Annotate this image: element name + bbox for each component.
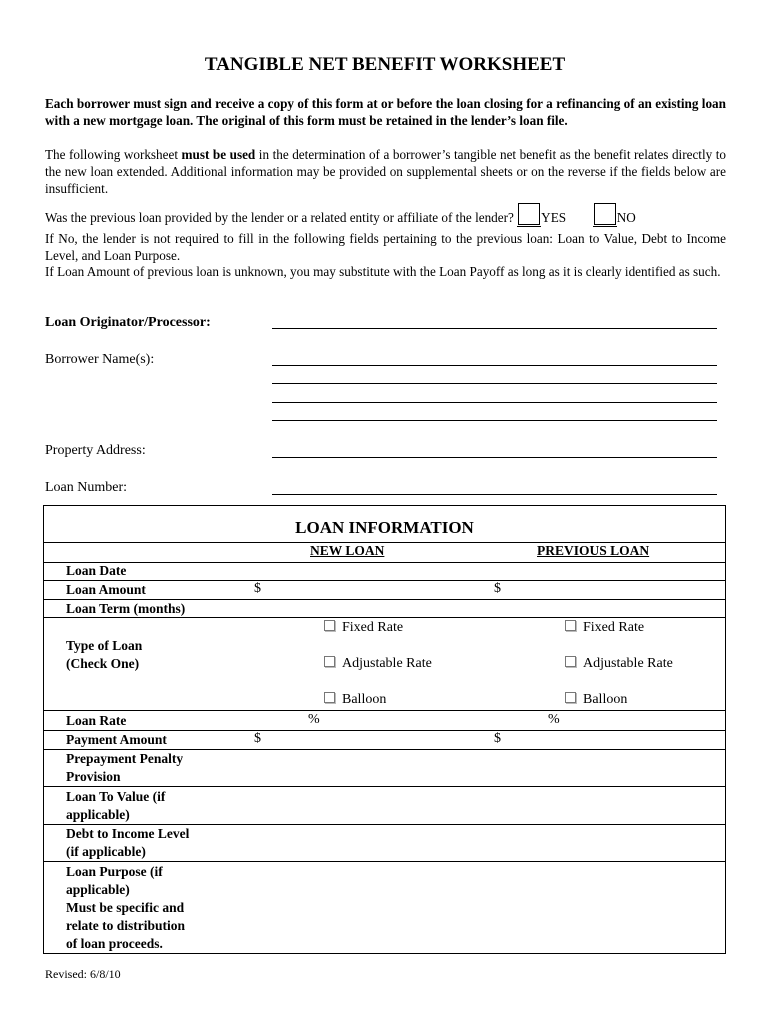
previous-loan-header: PREVIOUS LOAN xyxy=(537,543,650,558)
loan-number-label: Loan Number: xyxy=(45,480,128,495)
prev-loan-rate-percent: % xyxy=(548,712,560,727)
row-loan-purpose: Loan Purpose (if applicable) Must be specific and relate to distribution of loan proceeds. xyxy=(66,864,185,951)
originator-field[interactable] xyxy=(272,328,717,329)
row-prepayment-penalty: Prepayment Penalty Provision xyxy=(66,751,184,784)
intro-instructions: Each borrower must sign and receive a copy of this form at or before the loan closing for a refinancing of an existing loan with a new mortgage loan. The original of this form must be retained in the lender’s loan file. xyxy=(45,96,726,128)
prev-loan-amount-dollar: $ xyxy=(494,581,501,596)
revision-date: Revised: 6/8/10 xyxy=(45,967,121,981)
row-payment-amount: Payment Amount xyxy=(66,732,167,747)
question-text: Was the previous loan provided by the lender or a related entity or affiliate of the lender? xyxy=(45,210,514,225)
new-fixed-rate-option[interactable]: Fixed Rate xyxy=(324,620,403,636)
row-loan-to-value: Loan To Value (if applicable) xyxy=(66,789,166,822)
yes-checkbox[interactable] xyxy=(518,203,540,225)
row-loan-date: Loan Date xyxy=(66,563,127,578)
yes-label: YES xyxy=(541,210,567,225)
checkbox-icon[interactable] xyxy=(324,656,335,667)
new-payment-dollar: $ xyxy=(254,731,261,746)
prev-payment-dollar: $ xyxy=(494,731,501,746)
property-label: Property Address: xyxy=(45,443,146,458)
prev-adjustable-rate-option[interactable]: Adjustable Rate xyxy=(565,656,673,672)
yes-line xyxy=(517,203,541,227)
loan-amount-note: If Loan Amount of previous loan is unknown, you may substitute with the Loan Payoff as long as it is clearly identified as such. xyxy=(45,264,721,279)
row-loan-term: Loan Term (months) xyxy=(66,601,186,616)
loan-information-table xyxy=(43,505,726,954)
no-line xyxy=(593,203,617,227)
checkbox-icon[interactable] xyxy=(565,620,576,631)
borrower-field-4[interactable] xyxy=(272,420,717,421)
row-type-of-loan: Type of Loan (Check One) xyxy=(66,638,143,671)
borrower-field-2[interactable] xyxy=(272,383,717,384)
borrower-field-1[interactable] xyxy=(272,365,717,366)
row-debt-to-income: Debt to Income Level (if applicable) xyxy=(66,826,190,859)
prev-fixed-rate-option[interactable]: Fixed Rate xyxy=(565,620,644,636)
no-checkbox[interactable] xyxy=(594,203,616,225)
checkbox-icon[interactable] xyxy=(324,692,335,703)
new-loan-rate-percent: % xyxy=(308,712,320,727)
loan-number-field[interactable] xyxy=(272,494,717,495)
originator-label: Loan Originator/Processor: xyxy=(45,315,211,330)
page-title: TANGIBLE NET BENEFIT WORKSHEET xyxy=(204,54,566,75)
no-label: NO xyxy=(616,210,636,225)
new-loan-header: NEW LOAN xyxy=(310,543,385,558)
new-balloon-option[interactable]: Balloon xyxy=(324,692,386,708)
new-loan-amount-dollar: $ xyxy=(254,581,261,596)
previous-loan-question xyxy=(45,203,726,227)
table-title: LOAN INFORMATION xyxy=(295,518,474,537)
borrower-label: Borrower Name(s): xyxy=(45,352,155,367)
checkbox-icon[interactable] xyxy=(565,656,576,667)
borrower-field-3[interactable] xyxy=(272,402,717,403)
row-loan-amount: Loan Amount xyxy=(66,582,146,597)
checkbox-icon[interactable] xyxy=(565,692,576,703)
if-no-note: If No, the lender is not required to fill in the following fields pertaining to the previous loan: Loan to Value, Debt to Income Level, and Loan Purpose. xyxy=(45,231,726,263)
property-field[interactable] xyxy=(272,457,717,458)
prev-balloon-option[interactable]: Balloon xyxy=(565,692,627,708)
worksheet-paragraph: The following worksheet must be used in the determination of a borrower’s tangible net benefit as the benefit relates directly to the new loan extended. Additional information may be provided on supplemental sheets or on the reverse if the fields below are insufficient. xyxy=(45,147,726,196)
new-adjustable-rate-option[interactable]: Adjustable Rate xyxy=(324,656,432,672)
checkbox-icon[interactable] xyxy=(324,620,335,631)
row-loan-rate: Loan Rate xyxy=(66,713,127,728)
